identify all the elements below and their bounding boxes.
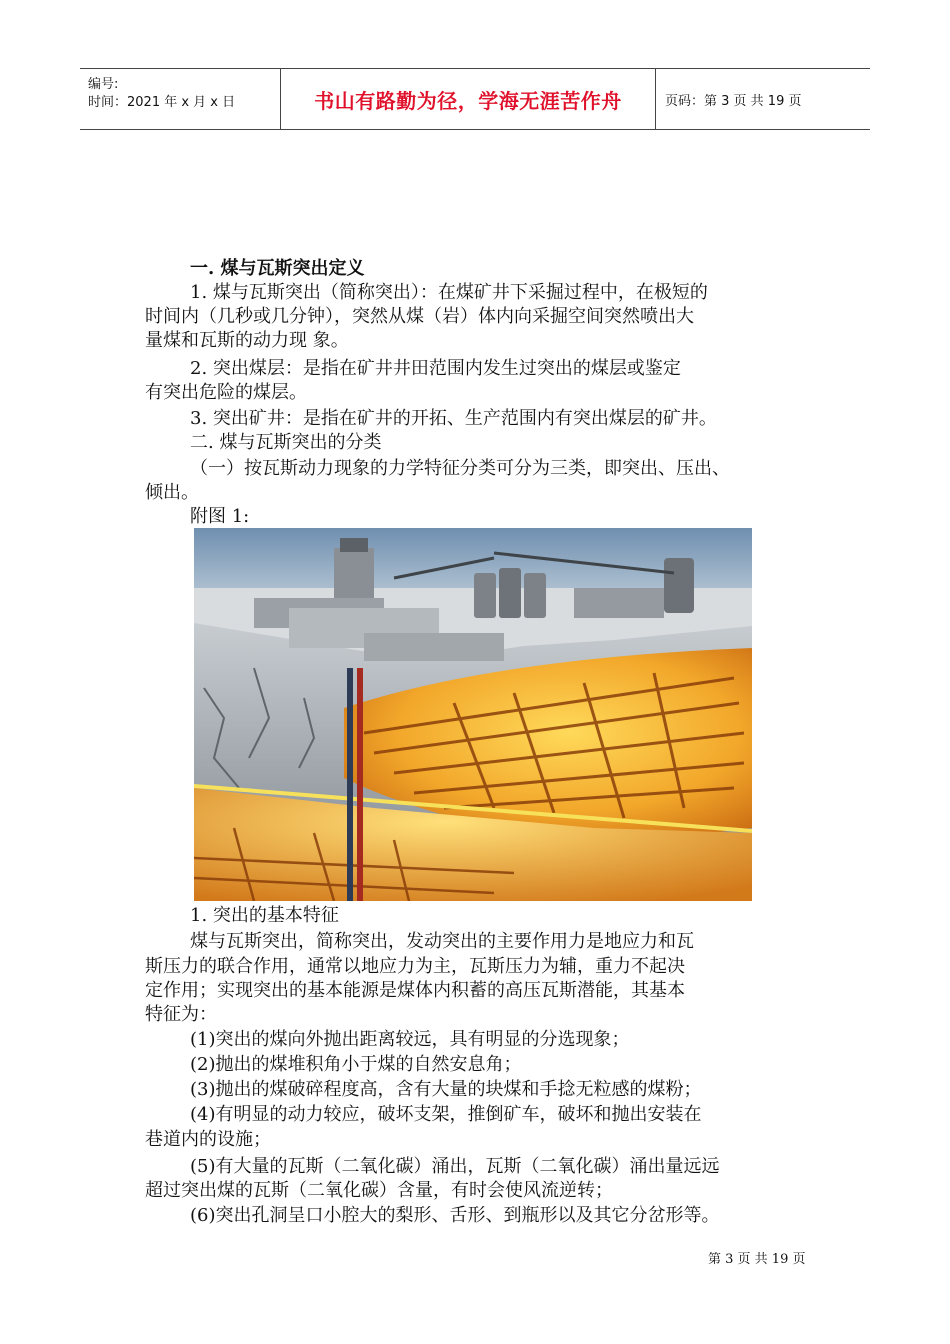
features-line-2: 斯压力的联合作用，通常以地应力为主，瓦斯压力为辅，重力不起决 <box>145 956 685 977</box>
paragraph-4-line-2: 倾出。 <box>145 482 199 503</box>
feature-item-1: (1)突出的煤向外抛出距离较远，具有明显的分选现象； <box>190 1029 630 1050</box>
header-motto-cell <box>280 69 656 129</box>
paragraph-1-line-3: 量煤和瓦斯的动力现 象。 <box>145 330 349 351</box>
paragraph-1-line-2: 时间内（几秒或几分钟），突然从煤（岩）体内向采掘空间突然喷出大 <box>145 306 694 327</box>
coal-mine-illustration <box>194 528 752 901</box>
section-2-title: 二. 煤与瓦斯突出的分类 <box>190 432 382 453</box>
figure-label: 附图 1: <box>190 506 250 527</box>
feature-item-5-line-2: 超过突出煤的瓦斯（二氧化碳）含量，有时会使风流逆转； <box>145 1180 613 1201</box>
features-line-3: 定作用；实现突出的基本能源是煤体内积蓄的高压瓦斯潜能，其基本 <box>145 980 685 1001</box>
feature-item-6: (6)突出孔洞呈口小腔大的梨形、舌形、到瓶形以及其它分岔形等。 <box>190 1205 720 1226</box>
feature-item-3: (3)抛出的煤破碎程度高，含有大量的块煤和手捻无粒感的煤粉； <box>190 1079 702 1100</box>
header-page-number: 页码：第 3 页 共 19 页 <box>665 93 802 109</box>
page-header <box>80 68 870 130</box>
footer-page-number: 第 3 页 共 19 页 <box>708 1252 806 1267</box>
header-motto: 书山有路勤为径，学海无涯苦作舟 <box>314 88 622 113</box>
header-page-cell <box>655 69 870 129</box>
paragraph-3-line-1: 3. 突出矿井：是指在矿井的开拓、生产范围内有突出煤层的矿井。 <box>190 408 717 429</box>
feature-item-4-line-2: 巷道内的设施； <box>145 1129 271 1150</box>
features-line-4: 特征为： <box>145 1004 217 1025</box>
document-date-label: 时间：2021 年 x 月 x 日 <box>88 95 236 110</box>
document-number-label: 编号: <box>88 77 119 92</box>
feature-item-4-line-1: (4)有明显的动力较应，破坏支架，推倒矿车，破坏和抛出安装在 <box>190 1104 702 1125</box>
features-line-1: 煤与瓦斯突出，简称突出，发动突出的主要作用力是地应力和瓦 <box>190 931 694 952</box>
feature-item-2: (2)抛出的煤堆积角小于煤的自然安息角； <box>190 1054 522 1075</box>
paragraph-1-line-1: 1. 煤与瓦斯突出（简称突出）：在煤矿井下采掘过程中，在极短的 <box>190 282 708 303</box>
paragraph-2-line-2: 有突出危险的煤层。 <box>145 382 307 403</box>
feature-item-5-line-1: (5)有大量的瓦斯（二氧化碳）涌出，瓦斯（二氧化碳）涌出量远远 <box>190 1156 720 1177</box>
section-1-title: 一. 煤与瓦斯突出定义 <box>190 258 365 279</box>
paragraph-2-line-1: 2. 突出煤层：是指在矿井井田范围内发生过突出的煤层或鉴定 <box>190 358 681 379</box>
paragraph-4-line-1: （一）按瓦斯动力现象的力学特征分类可分为三类，即突出、压出、 <box>190 458 730 479</box>
header-meta-cell <box>80 69 280 129</box>
features-title: 1. 突出的基本特征 <box>190 905 339 926</box>
